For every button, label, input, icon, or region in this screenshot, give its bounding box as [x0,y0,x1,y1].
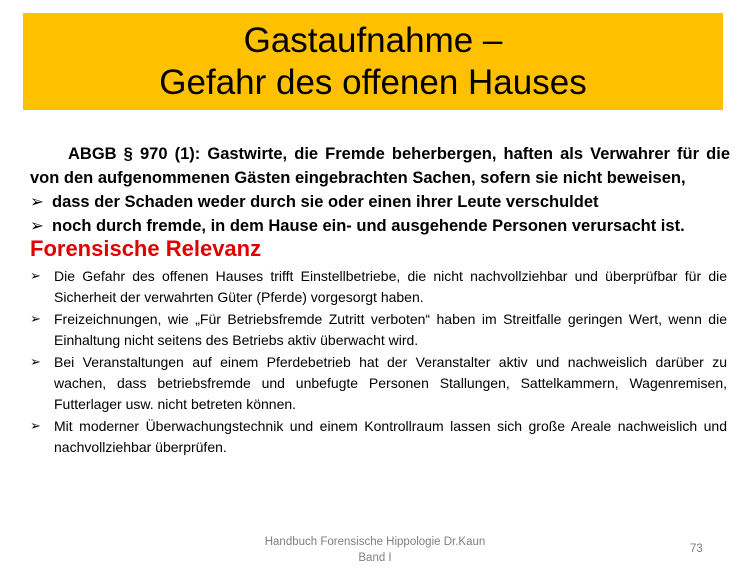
law-intro: ABGB § 970 (1): Gastwirte, die Fremde beherbergen, haften als Verwahrer für die von den aufgenommenen Gästen eingebrachten Sachen, sofern sie nicht beweisen, [30,145,730,187]
footer-text [220,534,530,566]
relevance-point [30,309,727,350]
relevance-point [30,416,727,457]
slide-title-line2: Gefahr des offenen Hauses [159,62,587,102]
arrowhead-bullet-icon: ➢ [30,354,41,370]
law-bullet-text: dass der Schaden weder durch sie oder einen ihrer Leute verschuldet [52,193,599,211]
relevance-points [30,266,727,459]
law-bullet-text: noch durch fremde, in dem Hause ein- und ausgehende Personen verursacht ist. [52,217,685,235]
relevance-point-text: Bei Veranstaltungen auf einem Pferdebetrieb hat der Veranstalter aktiv und nachweislich darüber zu wachen, dass betriebsfremde und unbefugte Personen Stallungen, Sattelkammern, Wagenremisen, Futterlager usw. nicht betreten können. [54,354,727,412]
relevance-heading: Forensische Relevanz [30,236,262,261]
relevance-point [30,352,727,414]
relevance-point [30,266,727,307]
relevance-point-text: Die Gefahr des offenen Hauses trifft Einstellbetriebe, die nicht nachvollziehbar und überprüfbar für die Sicherheit der verwahrten Güter (Pferde) vorgesorgt haben. [54,268,727,305]
law-quote [30,142,730,238]
arrowhead-bullet-icon: ➢ [30,193,44,211]
relevance-point-text: Freizeichnungen, wie „Für Betriebsfremde Zutritt verboten“ haben im Streitfalle geringen Wert, wenn die Einhaltung nicht seitens des Betriebs aktiv überwacht wird. [54,311,727,348]
page-number: 73 [690,543,703,555]
arrowhead-bullet-icon: ➢ [30,217,44,235]
arrowhead-bullet-icon: ➢ [30,268,41,283]
law-bullet [30,190,730,214]
footer-line1: Handbuch Forensische Hippologie Dr.Kaun [264,536,486,548]
arrowhead-bullet-icon: ➢ [30,418,41,434]
slide-title [23,13,723,110]
slide-title-line1: Gastaufnahme – [243,20,503,60]
law-bullet [30,214,730,238]
arrowhead-bullet-icon: ➢ [30,311,41,327]
footer-line2: Band I [358,552,392,564]
relevance-point-text: Mit moderner Überwachungstechnik und einem Kontrollraum lassen sich große Areale nachweislich und nachvollziehbar überprüfen. [54,418,727,455]
